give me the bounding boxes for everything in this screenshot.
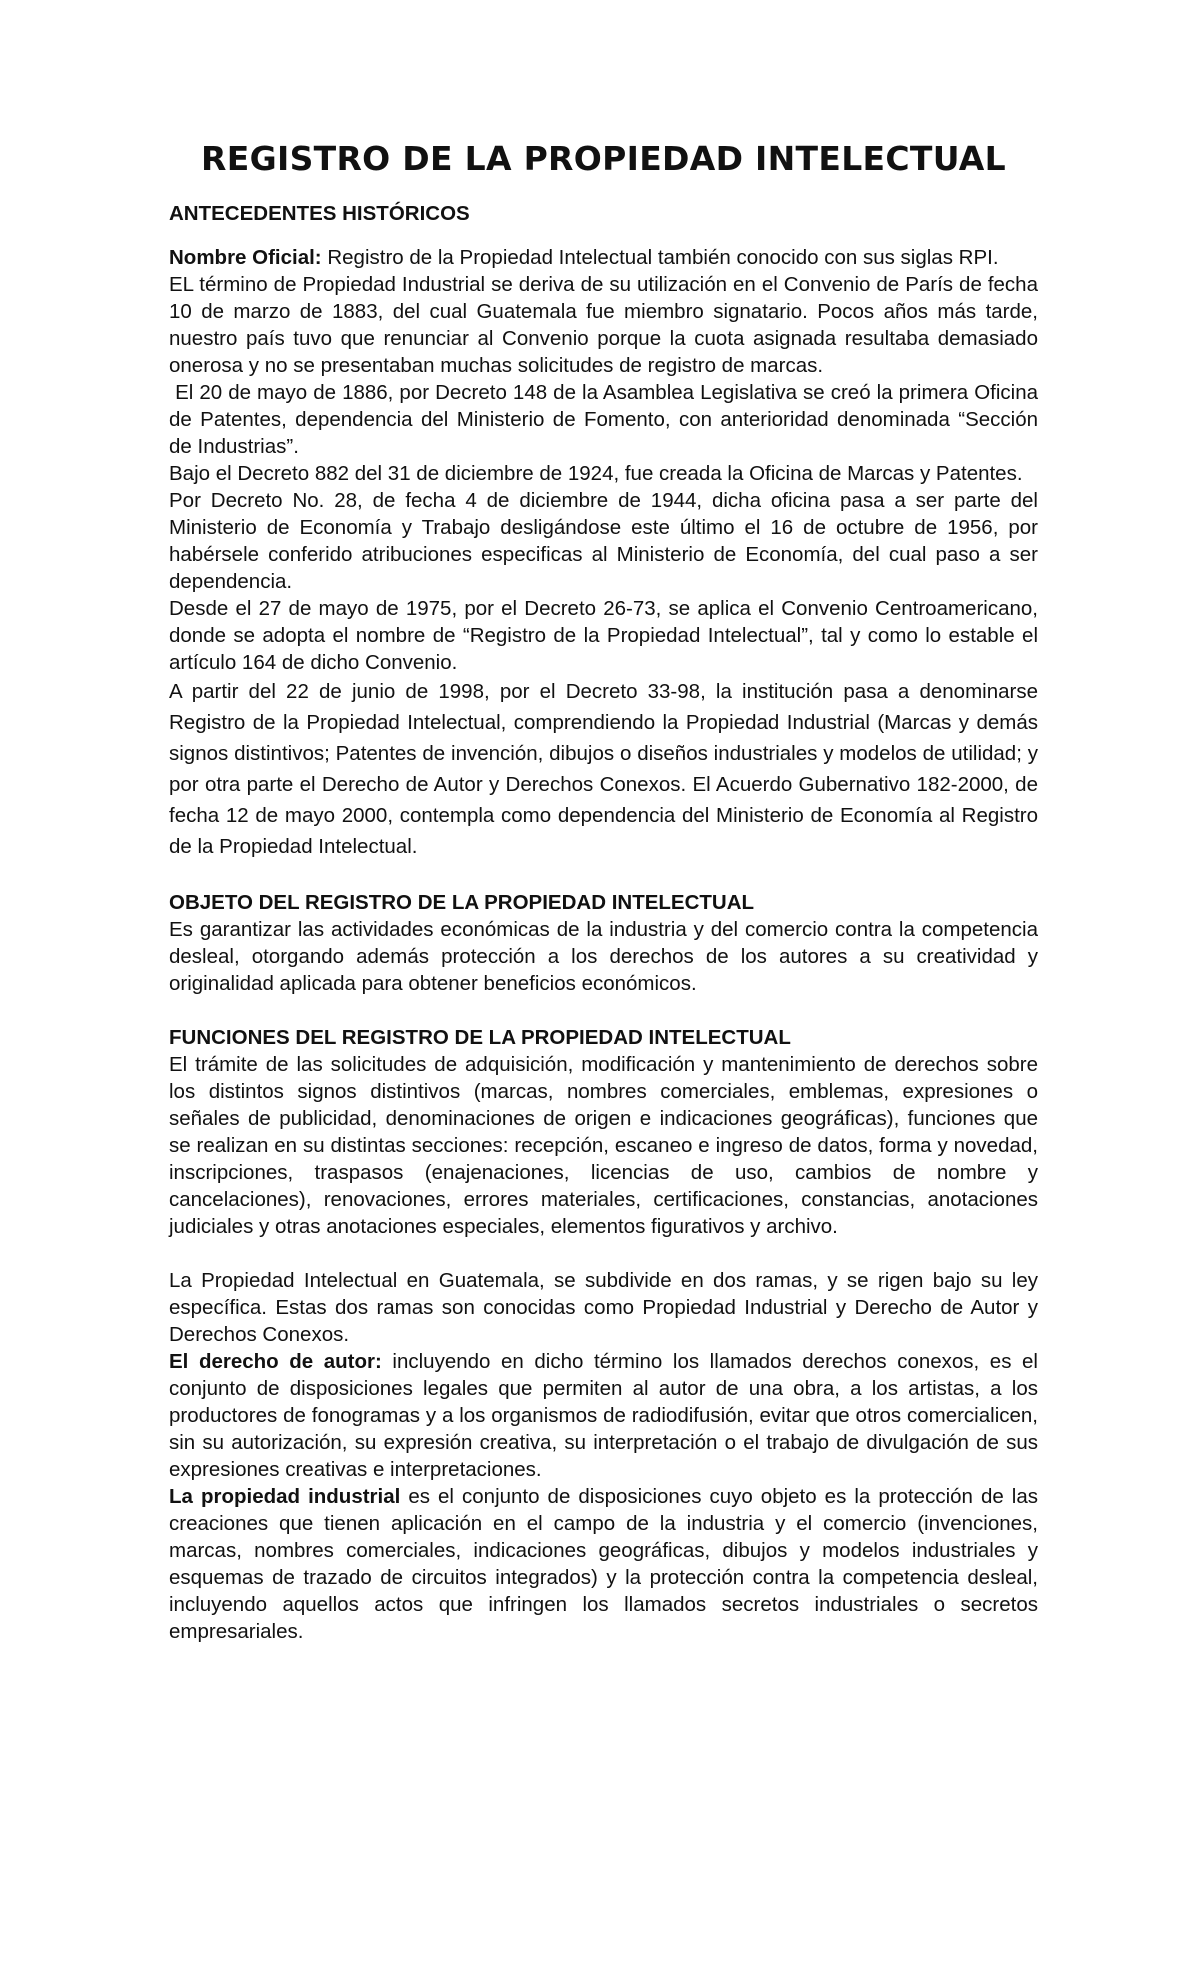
nombre-oficial-label: Nombre Oficial: — [169, 246, 322, 269]
document-title: REGISTRO DE LA PROPIEDAD INTELECTUAL — [201, 139, 1006, 178]
derecho-autor-text: incluyendo en dicho término los llamados derechos conexos, es el conjunto de disposiciones legales que permiten al autor de una obra, a los artistas, a los productores de fonogramas y a los organismos de radiodifusión, evitar que otros comercialicen, sin su autorización, su expresión creativa, su interpretación o el trabajo de divulgación de sus expresiones creativas e interpretaciones. — [169, 1350, 1038, 1481]
antecedentes-paragraph-5: Desde el 27 de mayo de 1975, por el Decreto 26-73, se aplica el Convenio Centroamericano, donde se adopta el nombre de “Registro de la Propiedad Intelectual”, tal y como lo estable el artículo 164 de dicho Convenio. — [169, 597, 1038, 674]
funciones-paragraph: El trámite de las solicitudes de adquisición, modificación y mantenimiento de derechos sobre los distintos signos distintivos (marcas, nombres comerciales, emblemas, expresiones o señales de publicidad, denominaciones de origen e indicaciones geográficas), funciones que se realizan en su distintas secciones: recepción, escaneo e ingreso de datos, forma y novedad, inscripciones, traspasos (enajenaciones, licencias de uso, cambios de nombre y cancelaciones), renovaciones, errores materiales, certificaciones, constancias, anotaciones judiciales y otras anotaciones especiales, elementos figurativos y archivo. — [169, 1053, 1038, 1238]
objeto-heading: OBJETO DEL REGISTRO DE LA PROPIEDAD INTELECTUAL — [169, 891, 755, 914]
derecho-autor-label: El derecho de autor: — [169, 1350, 382, 1373]
nombre-oficial-text: Registro de la Propiedad Intelectual también conocido con sus siglas RPI. — [321, 246, 999, 269]
antecedentes-paragraph-4: Por Decreto No. 28, de fecha 4 de diciembre de 1944, dicha oficina pasa a ser parte del Ministerio de Economía y Trabajo desligándose este último el 16 de octubre de 1956, por habérsele conferido atribuciones especificas al Ministerio de Economía, del cual paso a ser dependencia. — [169, 489, 1038, 593]
document-page — [169, 138, 1044, 1645]
objeto-paragraph: Es garantizar las actividades económicas de la industria y del comercio contra la competencia desleal, otorgando además protección a los derechos de los autores a su creatividad y originalidad aplicada para obtener beneficios económicos. — [169, 918, 1038, 995]
antecedentes-heading: ANTECEDENTES HISTÓRICOS — [169, 202, 470, 225]
section-spacer — [169, 1240, 1038, 1267]
antecedentes-paragraph-1: EL término de Propiedad Industrial se deriva de su utilización en el Convenio de París de fecha 10 de marzo de 1883, del cual Guatemala fue miembro signatario. Pocos años más tarde, nuestro país tuvo que renunciar al Convenio porque la cuota asignada resultaba demasiado onerosa y no se presentaban muchas solicitudes de registro de marcas. — [169, 273, 1038, 377]
ramas-intro-paragraph: La Propiedad Intelectual en Guatemala, se subdivide en dos ramas, y se rigen bajo su ley específica. Estas dos ramas son conocidas como Propiedad Industrial y Derecho de Autor y Derechos Conexos. — [169, 1269, 1038, 1346]
section-spacer — [169, 997, 1038, 1024]
propiedad-industrial-paragraph — [169, 1483, 1038, 1645]
antecedentes-paragraph-3: Bajo el Decreto 882 del 31 de diciembre de 1924, fue creada la Oficina de Marcas y Patentes. — [169, 462, 1023, 485]
antecedentes-paragraph-2: El 20 de mayo de 1886, por Decreto 148 de la Asamblea Legislativa se creó la primera Oficina de Patentes, dependencia del Ministerio de Fomento, con anterioridad denominada “Sección de Industrias”. — [169, 381, 1044, 458]
funciones-heading: FUNCIONES DEL REGISTRO DE LA PROPIEDAD INTELECTUAL — [169, 1026, 791, 1049]
propiedad-industrial-text: es el conjunto de disposiciones cuyo objeto es la protección de las creaciones que tienen aplicación en el campo de la industria y el comercio (invenciones, marcas, nombres comerciales, indicaciones geográficas, dibujos y modelos industriales y esquemas de trazado de circuitos integrados) y la protección contra la competencia desleal, incluyendo aquellos actos que infringen los llamados secretos industriales o secretos empresariales. — [169, 1485, 1038, 1643]
antecedentes-paragraph-6: A partir del 22 de junio de 1998, por el Decreto 33-98, la institución pasa a denominarse Registro de la Propiedad Intelectual, comprendiendo la Propiedad Industrial (Marcas y demás signos distintivos; Patentes de invención, dibujos o diseños industriales y modelos de utilidad; y por otra parte el Derecho de Autor y Derechos Conexos. El Acuerdo Gubernativo 182-2000, de fecha 12 de mayo 2000, contempla como dependencia del Ministerio de Economía al Registro de la Propiedad Intelectual. — [169, 680, 1038, 858]
derecho-autor-paragraph — [169, 1348, 1038, 1483]
section-spacer — [169, 862, 1038, 889]
propiedad-industrial-label: La propiedad industrial — [169, 1485, 401, 1508]
nombre-oficial-paragraph — [169, 244, 1038, 271]
